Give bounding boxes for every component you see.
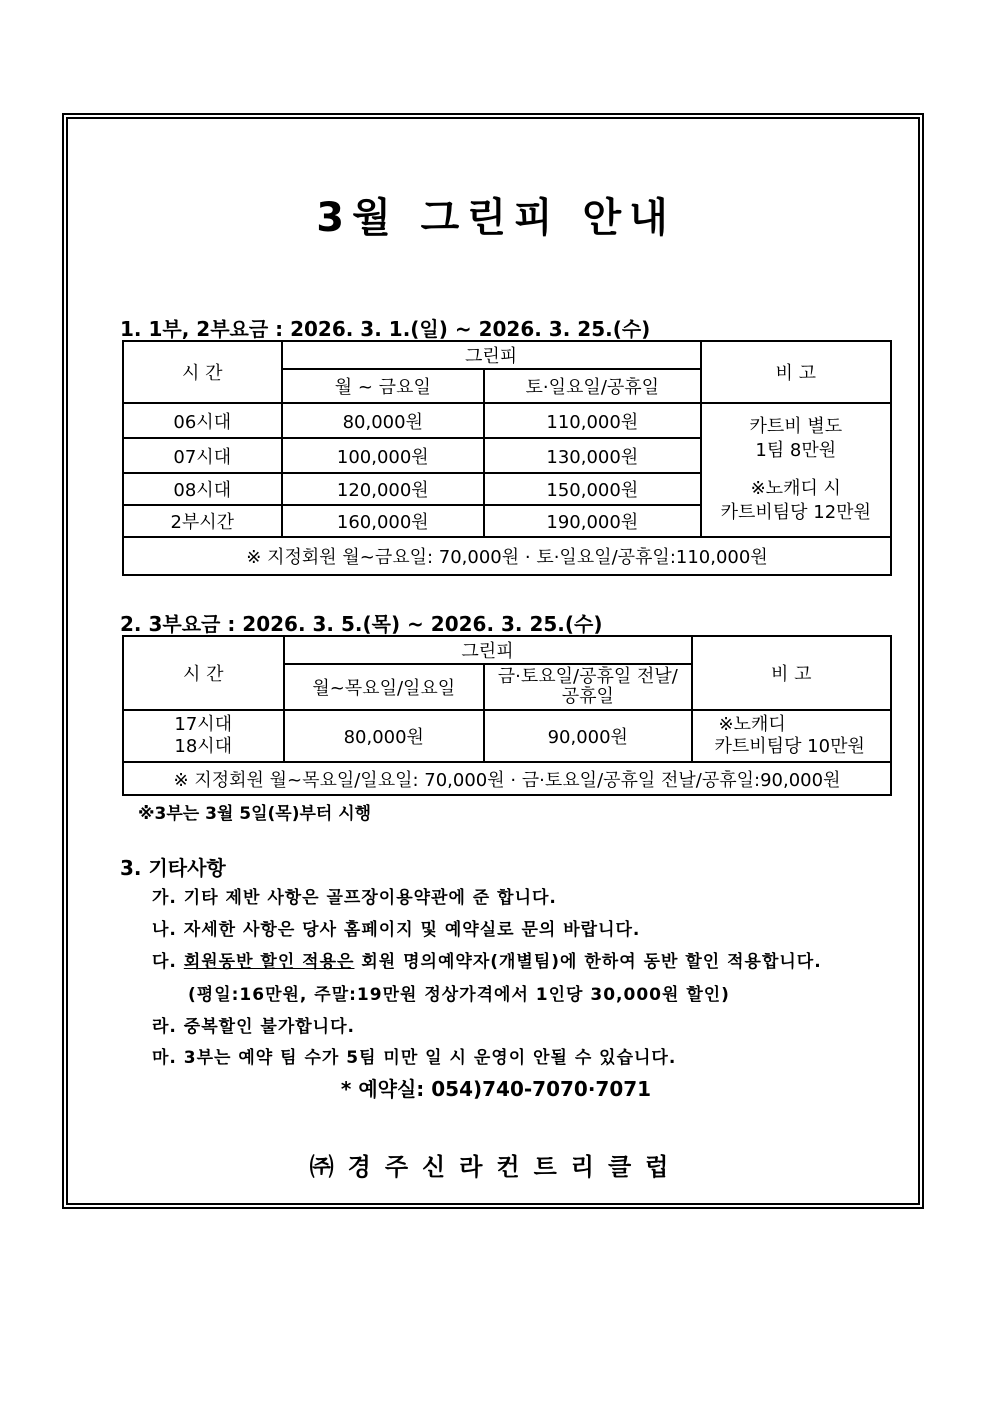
time-cell	[123, 710, 284, 762]
time-line: 17시대	[174, 714, 233, 735]
header-greenfee: 그린피	[282, 341, 701, 369]
member-note: ※ 지정회원 월~목요일/일요일: 70,000원 · 금·토요일/공휴일 전날/공휴일:90,000원	[123, 762, 891, 795]
time-cell: 07시대	[123, 438, 282, 473]
list-item	[152, 947, 822, 972]
note-line: 카트비 별도	[749, 416, 843, 437]
weekend-fee-cell: 130,000원	[484, 438, 701, 473]
section1-heading: 1. 1부, 2부요금 : 2026. 3. 1.(일) ~ 2026. 3. 25.(수)	[120, 317, 651, 341]
header-weekday: 월 ~ 금요일	[282, 369, 485, 403]
start-note: ※3부는 3월 5일(목)부터 시행	[138, 804, 372, 824]
section2-fee-table	[122, 635, 892, 796]
member-note: ※ 지정회원 월~금요일: 70,000원 · 토·일요일/공휴일:110,000원	[123, 537, 891, 575]
underlined-text: 회원동반 할인 적용은	[183, 952, 355, 972]
section2-heading: 2. 3부요금 : 2026. 3. 5.(목) ~ 2026. 3. 25.(수)	[120, 612, 603, 636]
table-row	[123, 403, 891, 438]
note-line: 1팀 8만원	[755, 440, 837, 461]
note-line: ※노캐디	[718, 714, 786, 735]
weekend-fee-cell: 90,000원	[484, 710, 691, 762]
weekday-fee-cell: 100,000원	[282, 438, 485, 473]
header-weekend: 금·토요일/공휴일 전날/공휴일	[484, 664, 691, 710]
item-text: 회원 명의예약자(개별팀)에 한하여 동반 할인 적용합니다.	[354, 952, 822, 972]
weekday-fee-cell: 80,000원	[282, 403, 485, 438]
list-item: 가. 기타 제반 사항은 골프장이용약관에 준 합니다.	[152, 888, 557, 908]
list-item-sub: (평일:16만원, 주말:19만원 정상가격에서 1인당 30,000원 할인)	[188, 985, 730, 1005]
reservation-contact: * 예약실: 054)740-7070·7071	[340, 1077, 652, 1101]
header-time: 시 간	[123, 341, 282, 403]
section1-fee-table	[122, 340, 892, 576]
list-item: 마. 3부는 예약 팀 수가 5팀 미만 일 시 운영이 안될 수 있습니다.	[152, 1048, 677, 1068]
weekday-fee-cell: 120,000원	[282, 473, 485, 505]
item-prefix: 다.	[152, 952, 184, 972]
page-title: 3월 그린피 안내	[316, 195, 676, 241]
note-line: 카트비팀당 12만원	[720, 502, 871, 523]
note-line: ※노캐디 시	[750, 478, 841, 499]
weekday-fee-cell: 160,000원	[282, 505, 485, 537]
header-note: 비 고	[692, 636, 891, 710]
header-note: 비 고	[701, 341, 891, 403]
company-name: ㈜경주신라컨트리클럽	[309, 1153, 683, 1181]
weekend-fee-cell: 190,000원	[484, 505, 701, 537]
time-cell: 06시대	[123, 403, 282, 438]
list-item: 나. 자세한 사항은 당사 홈페이지 및 예약실로 문의 바랍니다.	[152, 920, 641, 940]
table-row	[123, 710, 891, 762]
time-cell: 2부시간	[123, 505, 282, 537]
weekend-fee-cell: 110,000원	[484, 403, 701, 438]
note-line: 카트비팀당 10만원	[714, 736, 865, 757]
header-greenfee: 그린피	[284, 636, 692, 664]
note-cell	[701, 403, 891, 537]
weekday-fee-cell: 80,000원	[284, 710, 485, 762]
header-weekend: 토·일요일/공휴일	[484, 369, 701, 403]
list-item: 라. 중복할인 불가합니다.	[152, 1017, 355, 1037]
weekend-fee-cell: 150,000원	[484, 473, 701, 505]
note-cell	[692, 710, 891, 762]
time-line: 18시대	[174, 736, 233, 757]
header-time: 시 간	[123, 636, 284, 710]
header-weekday: 월~목요일/일요일	[284, 664, 485, 710]
section3-heading: 3. 기타사항	[120, 856, 226, 880]
time-cell: 08시대	[123, 473, 282, 505]
